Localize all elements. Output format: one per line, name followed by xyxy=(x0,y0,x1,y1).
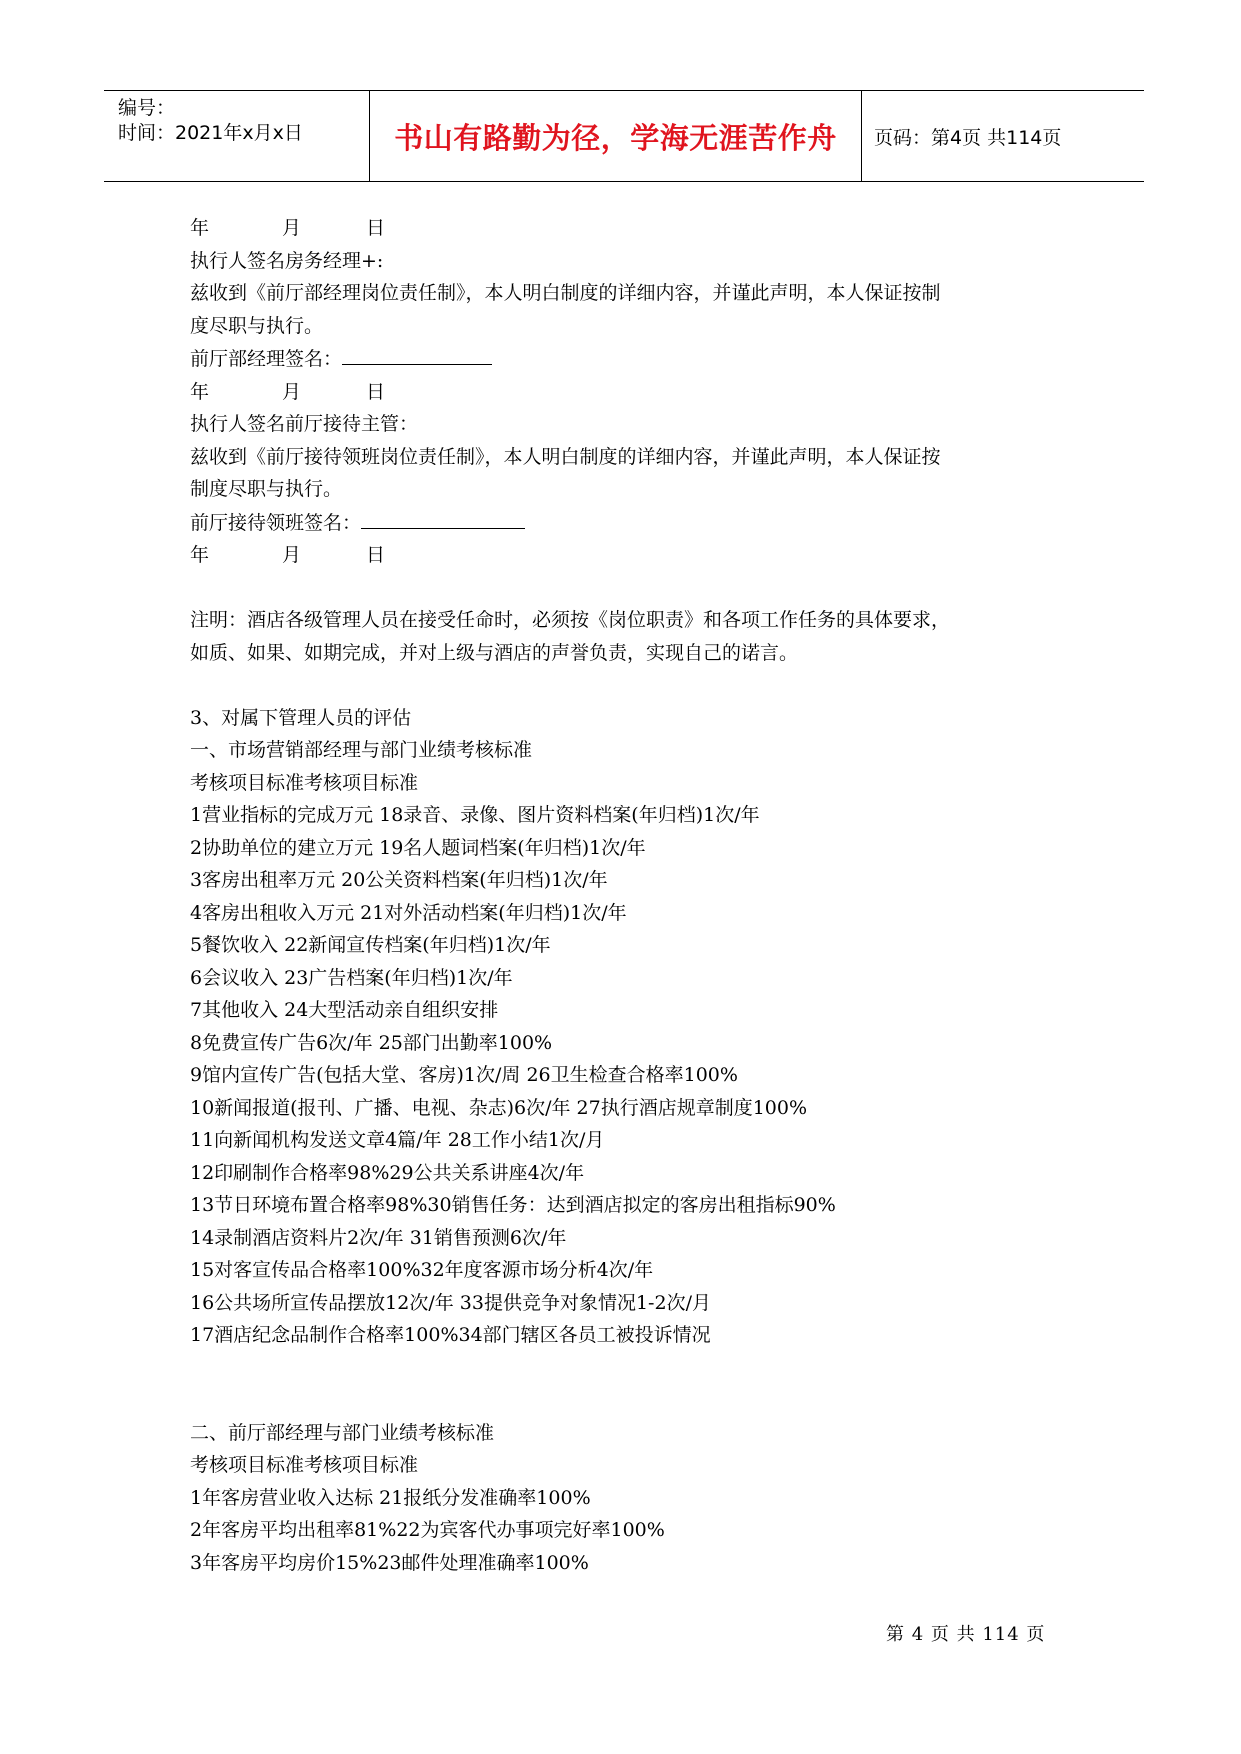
list-item: 9馆内宣传广告(包括大堂、客房)1次/周 26卫生检查合格率100% xyxy=(190,1064,738,1086)
signature-reception-row xyxy=(190,506,1090,540)
date-line-2 xyxy=(190,376,1090,409)
list-item: 4客房出租收入万元 21对外活动档案(年归档)1次/年 xyxy=(190,901,627,924)
subsection-2-title: 二、前厅部经理与部门业绩考核标准 xyxy=(190,1421,495,1444)
declaration-reception-line-1: 兹收到《前厅接待领班岗位责任制》，本人明白制度的详细内容，并谨此声明，本人保证按 xyxy=(190,445,941,468)
list-item: 12印刷制作合格率98%29公共关系讲座4次/年 xyxy=(190,1161,585,1184)
header-time-label: 时间：2021年x月x日 xyxy=(118,122,303,144)
date-month: 月 xyxy=(282,217,302,239)
subsection-1-header: 考核项目标准考核项目标准 xyxy=(190,771,419,794)
signer-room-manager: 执行人签名房务经理+: xyxy=(190,249,384,272)
date-day: 日 xyxy=(366,544,386,566)
date-year: 年 xyxy=(190,380,210,403)
list-item: 16公共场所宣传品摆放12次/年 33提供竞争对象情况1-2次/月 xyxy=(190,1291,711,1314)
signature-line xyxy=(342,342,492,365)
spacer xyxy=(190,1352,1090,1417)
page-header xyxy=(104,90,1144,182)
signature-front-manager-row xyxy=(190,342,1090,376)
list-item: 7其他收入 24大型活动亲自组织安排 xyxy=(190,999,499,1021)
list-item: 3客房出租率万元 20公关资料档案(年归档)1次/年 xyxy=(190,869,608,891)
subsection-1-title: 一、市场营销部经理与部门业绩考核标准 xyxy=(190,739,533,761)
signature-line xyxy=(361,506,525,529)
declaration-reception-line-2: 制度尽职与执行。 xyxy=(190,478,343,500)
signature-front-manager-label: 前厅部经理签名： xyxy=(190,348,343,370)
header-divider-right xyxy=(861,91,862,181)
list-item: 1年客房营业收入达标 21报纸分发准确率100% xyxy=(190,1486,591,1509)
subsection-1-list xyxy=(190,799,1090,1352)
date-day: 日 xyxy=(366,217,386,239)
spacer xyxy=(190,572,1090,605)
signer-reception-supervisor: 执行人签名前厅接待主管： xyxy=(190,413,419,435)
list-item: 15对客宣传品合格率100%32年度客源市场分析4次/年 xyxy=(190,1259,654,1281)
note-line-2: 如质、如果、如期完成，并对上级与酒店的声誉负责，实现自己的诺言。 xyxy=(190,641,799,664)
list-item: 2年客房平均出租率81%22为宾客代办事项完好率100% xyxy=(190,1519,665,1541)
list-item: 10新闻报道(报刊、广播、电视、杂志)6次/年 27执行酒店规章制度100% xyxy=(190,1096,808,1119)
list-item: 8免费宣传广告6次/年 25部门出勤率100% xyxy=(190,1031,553,1054)
list-item: 13节日环境布置合格率98%30销售任务：达到酒店拟定的客房出租指标90% xyxy=(190,1194,836,1216)
list-item: 3年客房平均房价15%23邮件处理准确率100% xyxy=(190,1551,589,1574)
header-number-label: 编号： xyxy=(118,97,176,119)
date-year: 年 xyxy=(190,217,210,239)
list-item: 11向新闻机构发送文章4篇/年 28工作小结1次/月 xyxy=(190,1129,605,1151)
section-3-title: 3、对属下管理人员的评估 xyxy=(190,706,412,729)
header-page-code: 页码：第4页 共114页 xyxy=(874,126,1062,149)
list-item: 14录制酒店资料片2次/年 31销售预测6次/年 xyxy=(190,1226,567,1249)
list-item: 2协助单位的建立万元 19名人题词档案(年归档)1次/年 xyxy=(190,836,646,859)
list-item: 6会议收入 23广告档案(年归档)1次/年 xyxy=(190,966,513,989)
date-line-1 xyxy=(190,212,1090,245)
header-meta xyxy=(118,91,368,181)
spacer xyxy=(190,669,1090,702)
header-motto: 书山有路勤为径，学海无涯苦作舟 xyxy=(394,120,837,155)
date-month: 月 xyxy=(282,544,302,566)
list-item: 17酒店纪念品制作合格率100%34部门辖区各员工被投诉情况 xyxy=(190,1324,711,1346)
declaration-front-manager-line-1: 兹收到《前厅部经理岗位责任制》，本人明白制度的详细内容，并谨此声明，本人保证按制 xyxy=(190,282,941,304)
list-item: 1营业指标的完成万元 18录音、录像、图片资料档案(年归档)1次/年 xyxy=(190,804,760,826)
note-line-1: 注明：酒店各级管理人员在接受任命时，必须按《岗位职责》和各项工作任务的具体要求， xyxy=(190,609,951,631)
subsection-2-list xyxy=(190,1482,1090,1580)
document-body xyxy=(190,212,1090,1579)
list-item: 5餐饮收入 22新闻宣传档案(年归档)1次/年 xyxy=(190,934,551,956)
date-month: 月 xyxy=(282,380,302,403)
date-day: 日 xyxy=(366,380,386,403)
page-footer: 第 4 页 共 114 页 xyxy=(886,1624,1046,1645)
date-line-3 xyxy=(190,539,1090,572)
declaration-front-manager-line-2: 度尽职与执行。 xyxy=(190,314,324,337)
signature-reception-label: 前厅接待领班签名： xyxy=(190,511,362,534)
date-year: 年 xyxy=(190,544,210,566)
subsection-2-header: 考核项目标准考核项目标准 xyxy=(190,1454,419,1476)
